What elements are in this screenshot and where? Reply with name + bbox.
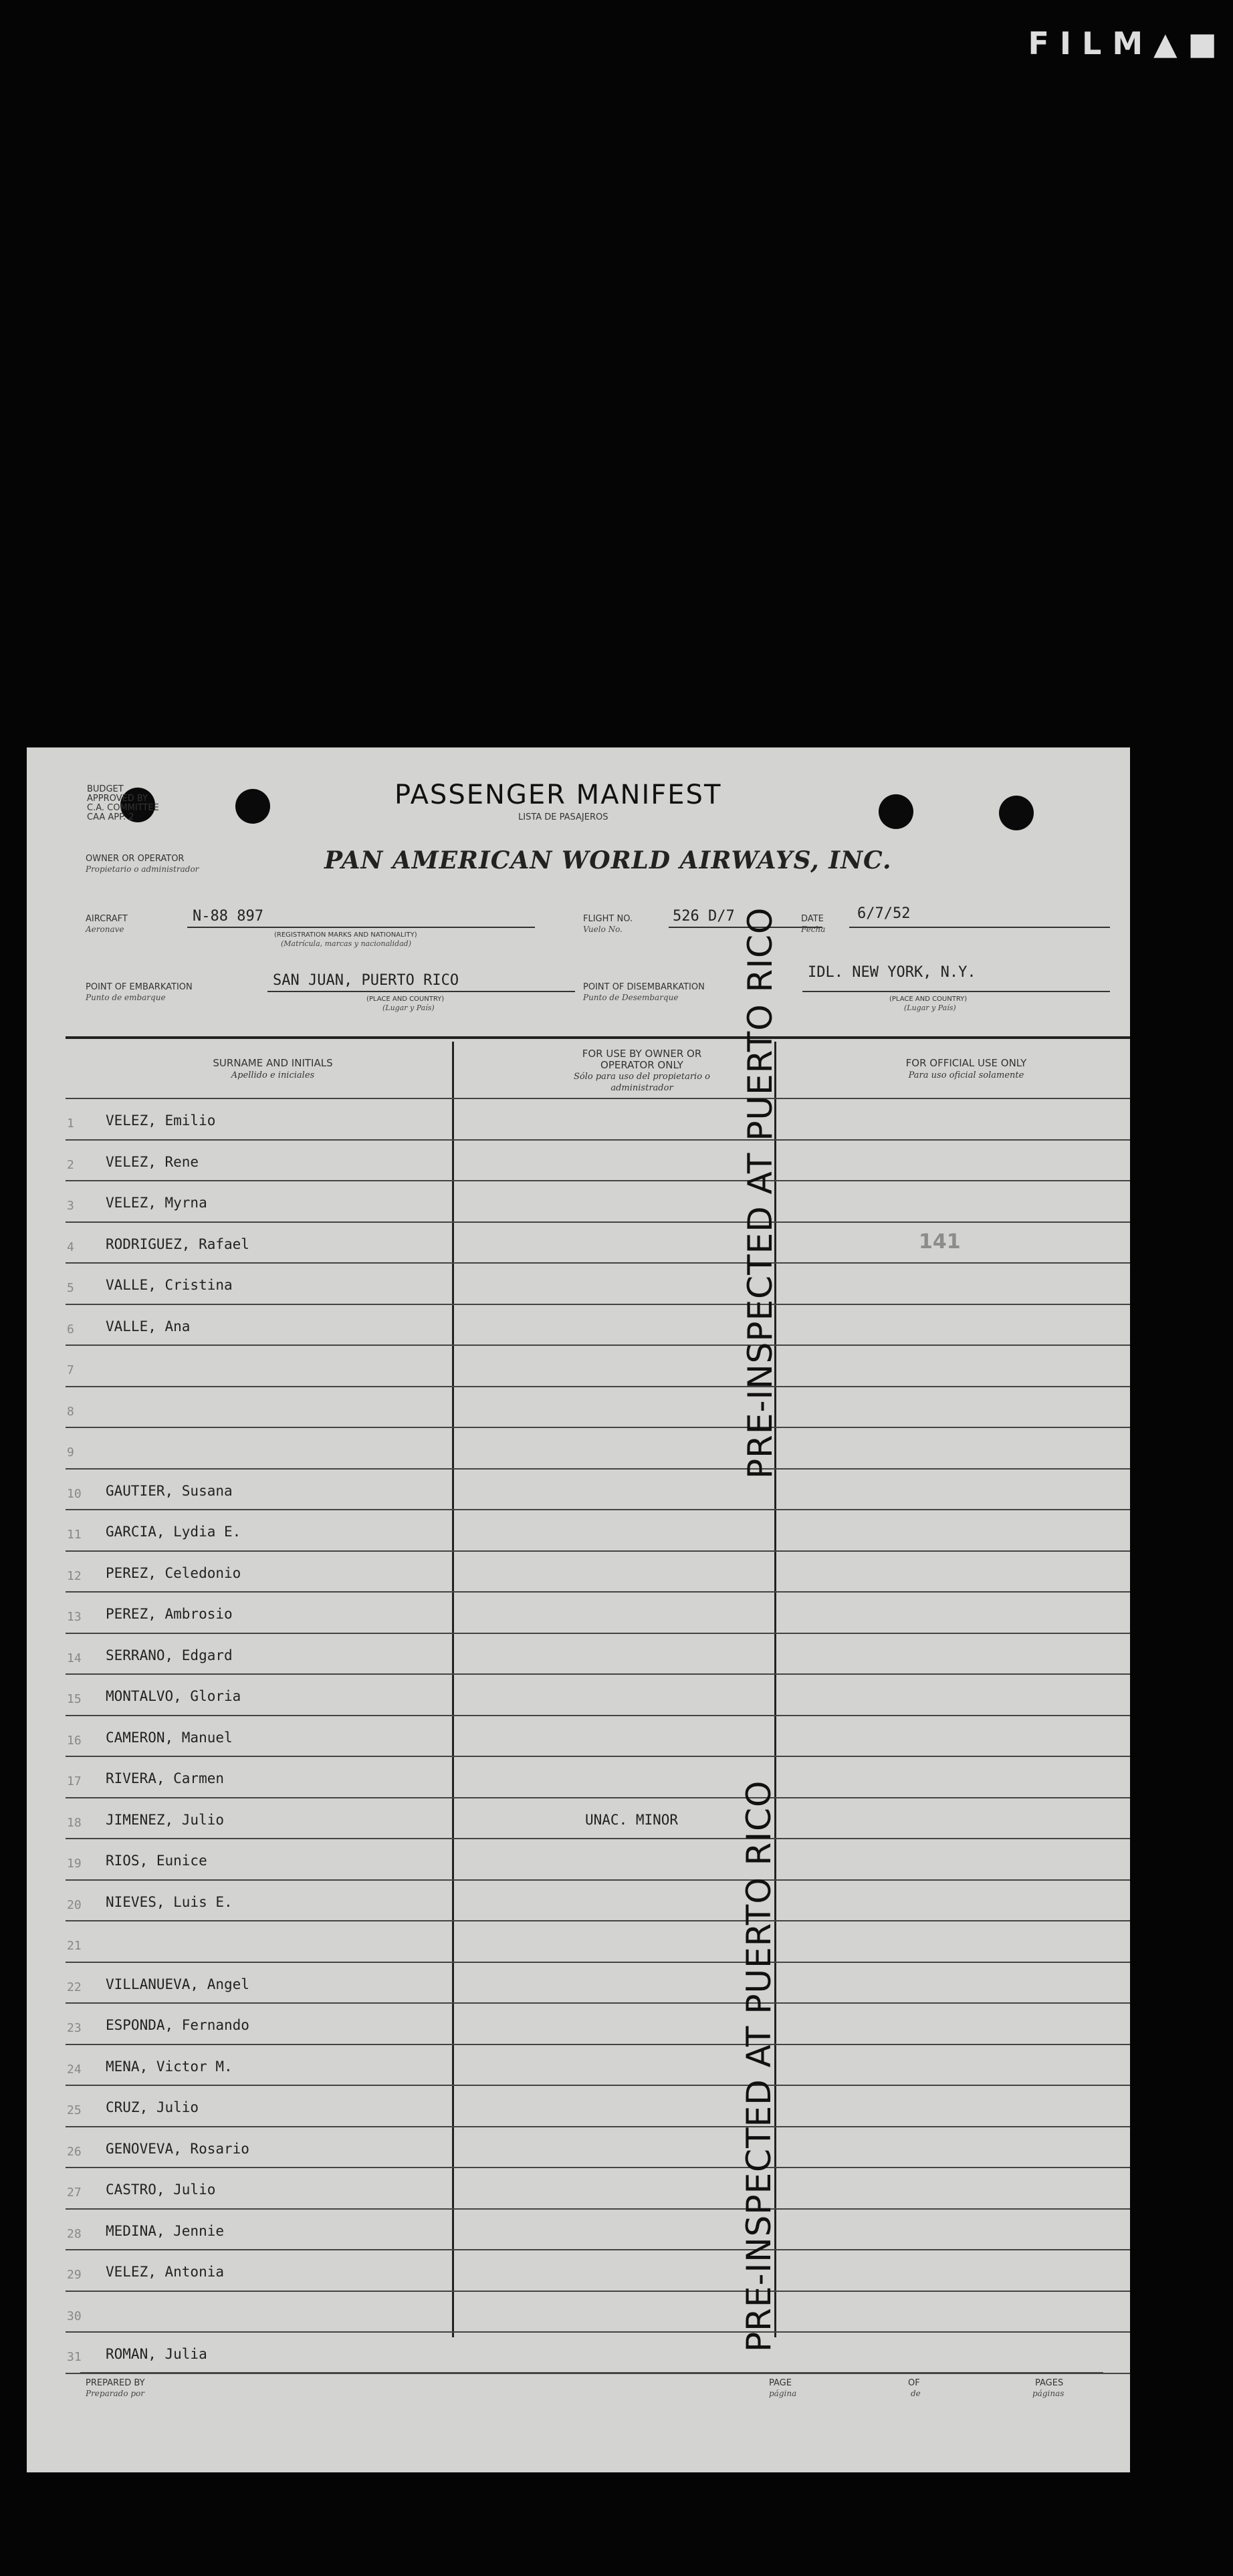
official-count: 141 (919, 1230, 961, 1254)
aircraft-caption-es: (Matrícula, marcas y nacionalidad) (281, 939, 411, 948)
row-number: 25 (67, 2103, 82, 2117)
aircraft-value: N-88 897 (193, 908, 263, 925)
row-rule (66, 1962, 1130, 1963)
passenger-name: RIVERA, Carmen (106, 1770, 225, 1786)
row-number: 28 (67, 2226, 82, 2241)
passenger-name: ESPONDA, Fernando (106, 2017, 249, 2033)
form-title-es: LISTA DE PASAJEROS (518, 812, 608, 822)
operator-note: UNAC. MINOR (585, 1811, 679, 1828)
embarkation-value: SAN JUAN, PUERTO RICO (273, 972, 459, 989)
row-number: 8 (67, 1404, 74, 1419)
passenger-name: CAMERON, Manuel (106, 1729, 233, 1746)
row-rule (66, 1797, 1130, 1798)
row-number: 16 (67, 1733, 82, 1748)
column-divider (452, 1042, 454, 2337)
disembarkation-value: IDL. NEW YORK, N.Y. (808, 964, 976, 981)
passenger-name: RIOS, Eunice (106, 1853, 207, 1869)
owner-label-es: Propietario o administrador (86, 864, 199, 874)
punch-hole (235, 789, 270, 824)
preinspection-stamp: PRE-INSPECTED AT PUERTO RICO (740, 1780, 778, 2352)
row-rule (66, 2085, 1130, 2086)
row-rule (66, 1715, 1130, 1716)
passenger-name: VELEZ, Rene (106, 1153, 199, 1170)
passenger-name: PEREZ, Celedonio (106, 1564, 241, 1581)
row-rule (66, 1633, 1130, 1634)
row-number: 24 (67, 2062, 82, 2077)
flight-value: 526 D/7 (673, 908, 735, 925)
row-number: 19 (67, 1857, 82, 1871)
row-number: 29 (67, 2268, 82, 2282)
footer-rule (80, 2372, 1103, 2373)
col-official-header: FOR OFFICIAL USE ONLY Para uso oficial solamente (905, 1057, 1027, 1080)
embarkation-caption-es: (Lugar y País) (382, 1004, 435, 1012)
row-number: 31 (67, 2350, 82, 2364)
row-number: 15 (67, 1692, 82, 1706)
preinspection-stamp: PRE-INSPECTED AT PUERTO RICO (741, 907, 780, 1479)
disembarkation-caption-es: (Lugar y País) (904, 1004, 956, 1012)
film-roll-marker: F I L M ▲ ■ (1028, 25, 1217, 62)
row-number: 18 (67, 1815, 82, 1830)
passenger-name: GENOVEVA, Rosario (106, 2140, 249, 2157)
embarkation-caption: (PLACE AND COUNTRY) (366, 996, 445, 1003)
row-rule (66, 1139, 1130, 1141)
row-number: 7 (67, 1363, 74, 1377)
prepared-by-label-es: Preparado por (86, 2389, 145, 2398)
row-rule (66, 1673, 1130, 1675)
passenger-name: NIEVES, Luis E. (106, 1893, 233, 1910)
pages-label: PAGES (1035, 2378, 1064, 2388)
row-number: 23 (67, 2021, 82, 2035)
embarkation-label: POINT OF EMBARKATION (86, 982, 193, 992)
row-rule (66, 1221, 1130, 1223)
disembarkation-label: POINT OF DISEMBARKATION (583, 982, 705, 992)
row-number: 30 (67, 2309, 82, 2323)
row-rule (66, 2044, 1130, 2045)
passenger-name: JIMENEZ, Julio (106, 1811, 225, 1828)
row-rule (66, 1509, 1130, 1510)
row-rule (66, 1756, 1130, 1757)
row-rule (66, 2208, 1130, 2210)
row-rule (66, 1386, 1130, 1387)
passenger-name: MEDINA, Jennie (106, 2222, 225, 2239)
passenger-name: MONTALVO, Gloria (106, 1688, 241, 1704)
row-rule (66, 1550, 1130, 1552)
row-rule (66, 1920, 1130, 1921)
row-number: 21 (67, 1939, 82, 1953)
row-rule (66, 1304, 1130, 1305)
punch-hole (999, 796, 1034, 830)
passenger-name: RODRIGUEZ, Rafael (106, 1236, 249, 1252)
row-number: 20 (67, 1897, 82, 1912)
passenger-name: CASTRO, Julio (106, 2182, 216, 2198)
flight-label-es: Vuelo No. (583, 925, 623, 934)
row-number: 10 (67, 1486, 82, 1501)
row-rule (66, 2126, 1130, 2127)
date-label-es: Fecha (801, 925, 826, 934)
passenger-name: SERRANO, Edgard (106, 1647, 233, 1663)
disembarkation-label-es: Punto de Desembarque (583, 993, 679, 1002)
table-top-rule (66, 1036, 1130, 1039)
row-rule (66, 1427, 1130, 1428)
aircraft-caption: (REGISTRATION MARKS AND NATIONALITY) (274, 931, 417, 939)
col-surname-header: SURNAME AND INITIALS Apellido e iniciales (213, 1057, 333, 1080)
of-label-es: de (911, 2389, 921, 2398)
row-rule (66, 2331, 1130, 2333)
owner-label: OWNER OR OPERATOR (86, 854, 185, 864)
row-rule (66, 2249, 1130, 2250)
page-label: PAGE (769, 2378, 792, 2388)
row-rule (66, 1468, 1130, 1470)
row-rule (66, 1344, 1130, 1346)
aircraft-label-es: Aeronave (86, 925, 124, 934)
passenger-name: VELEZ, Myrna (106, 1195, 207, 1211)
date-value: 6/7/52 (857, 905, 911, 922)
row-number: 3 (67, 1199, 74, 1213)
row-number: 2 (67, 1157, 74, 1172)
passenger-name: GARCIA, Lydia E. (106, 1524, 241, 1540)
owner-value: PAN AMERICAN WORLD AIRWAYS, INC. (324, 846, 892, 874)
flight-label: FLIGHT NO. (583, 914, 633, 924)
row-number: 26 (67, 2144, 82, 2159)
embarkation-label-es: Punto de embarque (86, 993, 166, 1002)
row-number: 13 (67, 1610, 82, 1624)
passenger-name: GAUTIER, Susana (106, 1482, 233, 1499)
manifest-sheet (27, 747, 1130, 2472)
passenger-name: VELEZ, Emilio (106, 1113, 216, 1129)
date-label: DATE (801, 914, 824, 924)
row-number: 22 (67, 1980, 82, 1994)
row-number: 11 (67, 1528, 82, 1542)
aircraft-label: AIRCRAFT (86, 914, 128, 924)
row-rule (66, 2291, 1130, 2292)
pages-label-es: páginas (1032, 2389, 1064, 2398)
passenger-name: VALLE, Ana (106, 1318, 191, 1334)
col-operator-header: FOR USE BY OWNER OR OPERATOR ONLY Sólo para uso del propietario o administrador (574, 1048, 710, 1093)
row-rule (66, 2002, 1130, 2004)
passenger-name: CRUZ, Julio (106, 2099, 199, 2115)
row-number: 5 (67, 1281, 74, 1295)
row-rule (66, 1180, 1130, 1181)
form-approval-block: BUDGET APPROVED BY C.A. COMMITTEE CAA APP. 2 (87, 784, 159, 822)
row-number: 17 (67, 1774, 82, 1788)
form-title: PASSENGER MANIFEST (395, 780, 722, 810)
row-rule (66, 1591, 1130, 1593)
row-rule (66, 1838, 1130, 1839)
page-label-es: página (769, 2389, 797, 2398)
passenger-name: VILLANUEVA, Angel (106, 1976, 249, 1992)
passenger-name: VALLE, Cristina (106, 1277, 233, 1293)
prepared-by-label: PREPARED BY (86, 2378, 145, 2388)
row-number: 1 (67, 1117, 74, 1131)
passenger-name: VELEZ, Antonia (106, 2264, 225, 2280)
passenger-name: PEREZ, Ambrosio (106, 1606, 233, 1622)
passenger-name: MENA, Victor M. (106, 2058, 233, 2075)
punch-hole (879, 794, 913, 829)
row-number: 6 (67, 1322, 74, 1336)
row-number: 4 (67, 1240, 74, 1254)
passenger-name: ROMAN, Julia (106, 2346, 207, 2362)
row-number: 12 (67, 1568, 82, 1583)
disembarkation-caption: (PLACE AND COUNTRY) (889, 996, 968, 1003)
row-number: 27 (67, 2186, 82, 2200)
row-rule (66, 1262, 1130, 1264)
row-number: 14 (67, 1651, 82, 1665)
of-label: OF (908, 2378, 920, 2388)
row-rule (66, 1098, 1130, 1099)
row-rule (66, 1879, 1130, 1881)
row-number: 9 (67, 1445, 74, 1459)
row-rule (66, 2167, 1130, 2168)
